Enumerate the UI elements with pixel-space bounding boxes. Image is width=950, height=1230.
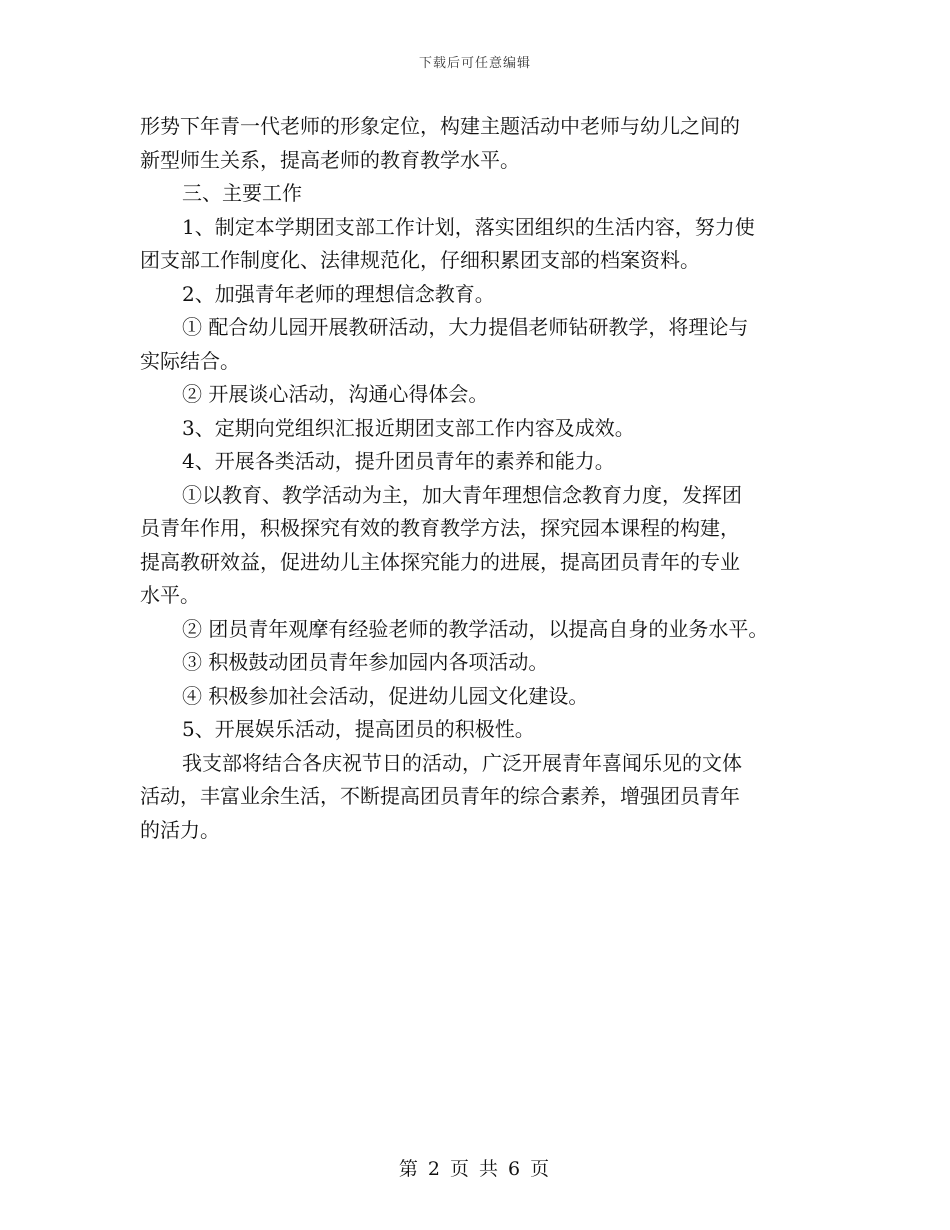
body-line: ③ 积极鼓动团员青年参加园内各项活动。 [182,650,549,674]
body-line: 形势下年青一代老师的形象定位，构建主题活动中老师与幼儿之间的 [140,114,740,138]
body-line: 我支部将结合各庆祝节日的活动，广泛开展青年喜闻乐见的文体 [182,750,742,775]
body-line: 提高教研效益，促进幼儿主体探究能力的进展，提高团员青年的专业 [140,549,740,574]
body-line: ② 团员青年观摩有经验老师的教学活动，以提高自身的业务水平。 [182,616,769,641]
body-line: 2、加强青年老师的理想信念教育。 [182,281,495,306]
section-heading: 三、主要工作 [182,181,302,205]
document-body [140,110,820,847]
body-line: 5、开展娱乐活动，提高团员的积极性。 [182,717,535,741]
body-line: 团支部工作制度化、法律规范化，仔细积累团支部的档案资料。 [140,248,700,272]
body-line: 4、开展各类活动，提升团员青年的素养和能力。 [182,449,615,473]
body-line: 实际结合。 [140,348,240,373]
page-header: 下载后可任意编辑 [418,56,531,71]
body-line: 活动，丰富业余生活，不断提高团员青年的综合素养，增强团员青年 [140,784,740,808]
body-line: 新型师生关系，提高老师的教育教学水平。 [140,147,520,172]
body-line: ① 配合幼儿园开展教研活动，大力提倡老师钻研教学，将理论与 [182,315,749,339]
body-line: 员青年作用，积极探究有效的教育教学方法，探究园本课程的构建， [140,516,740,540]
body-line: ①以教育、教学活动为主，加大青年理想信念教育力度，发挥团 [182,482,742,507]
page-number: 第 2 页 共 6 页 [398,1158,552,1180]
body-line: ④ 积极参加社会活动，促进幼儿园文化建设。 [182,683,589,708]
body-line: 水平。 [140,583,200,607]
body-line: ② 开展谈心活动，沟通心得体会。 [182,382,489,406]
body-line: 的活力。 [140,817,220,842]
body-line: 3、定期向党组织汇报近期团支部工作内容及成效。 [182,415,635,440]
body-line: 1、制定本学期团支部工作计划，落实团组织的生活内容，努力使 [182,214,755,239]
